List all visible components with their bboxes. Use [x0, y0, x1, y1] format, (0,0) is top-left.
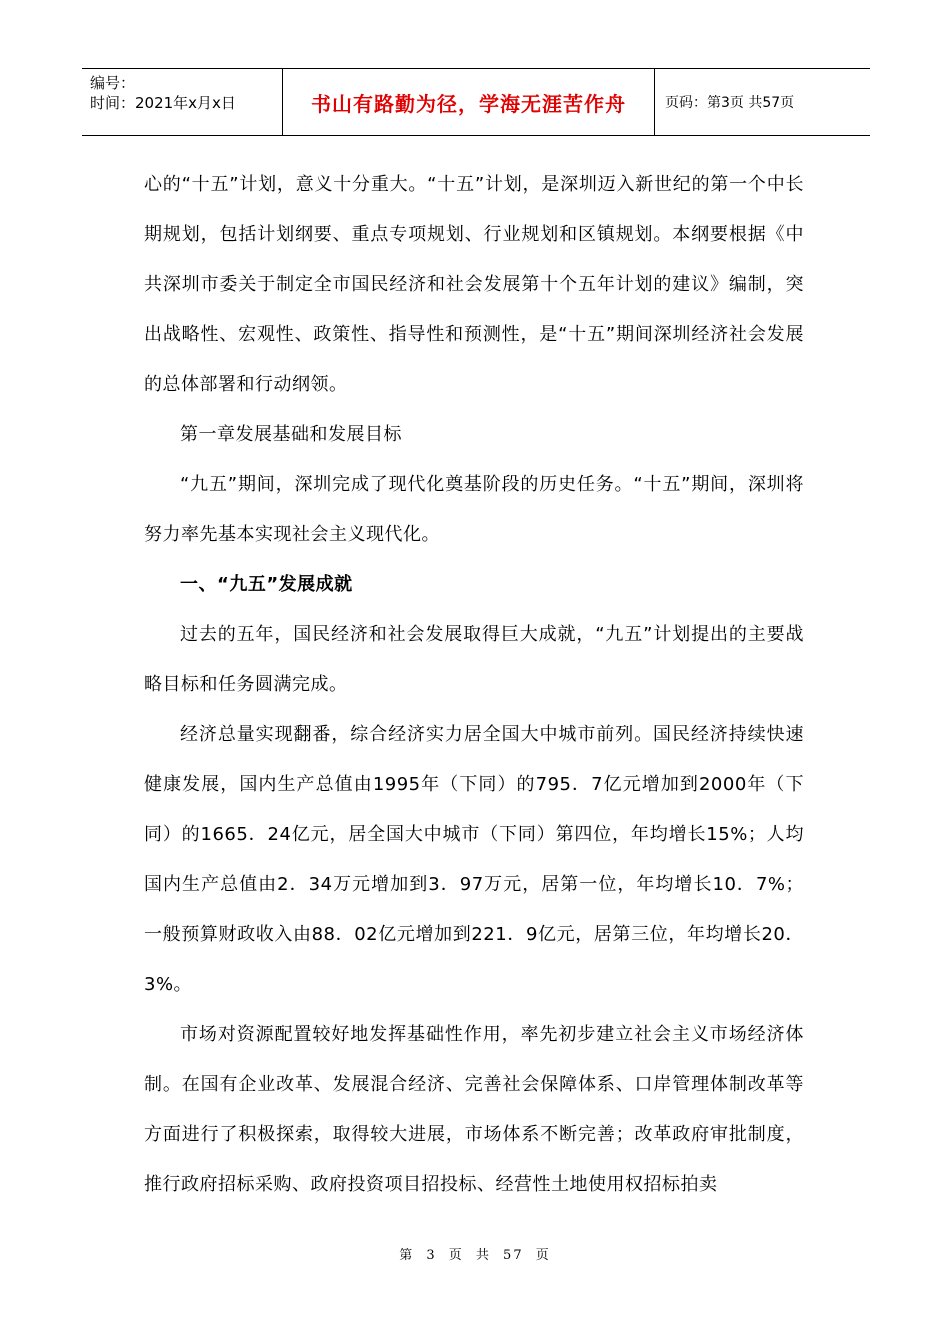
section-heading: 一、“九五”发展成就	[180, 574, 353, 595]
chapter-title: 第一章发展基础和发展目标	[180, 424, 402, 445]
body-paragraph: 过去的五年，国民经济和社会发展取得巨大成就，“九五”计划提出的主要战略目标和任务圆满完成。	[144, 624, 804, 695]
body-paragraph: 市场对资源配置较好地发挥基础性作用，率先初步建立社会主义市场经济体制。在国有企业改革、发展混合经济、完善社会保障体系、口岸管理体制改革等方面进行了积极探索，取得较大进展，市场体系不断完善；改革政府审批制度，推行政府招标采购、政府投资项目招投标、经营性土地使用权招标拍卖	[144, 1024, 804, 1195]
header-motto: 书山有路勤为径，学海无涯苦作舟	[311, 91, 626, 116]
document-header	[82, 68, 870, 136]
document-date: 时间：2021年x月x日	[90, 94, 236, 112]
body-paragraph: “九五”期间，深圳完成了现代化奠基阶段的历史任务。“十五”期间，深圳将努力率先基本实现社会主义现代化。	[144, 474, 804, 545]
document-code-label: 编号：	[90, 74, 136, 92]
header-meta	[90, 73, 236, 113]
page-footer: 第 3 页 共 57 页	[399, 1248, 551, 1263]
body-paragraph: 经济总量实现翻番，综合经济实力居全国大中城市前列。国民经济持续快速健康发展，国内生产总值由1995年（下同）的795．7亿元增加到2000年（下同）的1665．24亿元，居全国大中城市（下同）第四位，年均增长15%；人均国内生产总值由2．34万元增加到3．97万元，居第一位，年均增长10．7%；一般预算财政收入由88．02亿元增加到221．9亿元，居第三位，年均增长20．3%。	[144, 724, 804, 995]
header-page-info: 页码：第3页 共57页	[665, 95, 795, 111]
document-body	[144, 160, 804, 1210]
body-paragraph: 心的“十五”计划，意义十分重大。“十五”计划，是深圳迈入新世纪的第一个中长期规划，包括计划纲要、重点专项规划、行业规划和区镇规划。本纲要根据《中共深圳市委关于制定全市国民经济和社会发展第十个五年计划的建议》编制，突出战略性、宏观性、政策性、指导性和预测性，是“十五”期间深圳经济社会发展的总体部署和行动纲领。	[144, 174, 804, 395]
